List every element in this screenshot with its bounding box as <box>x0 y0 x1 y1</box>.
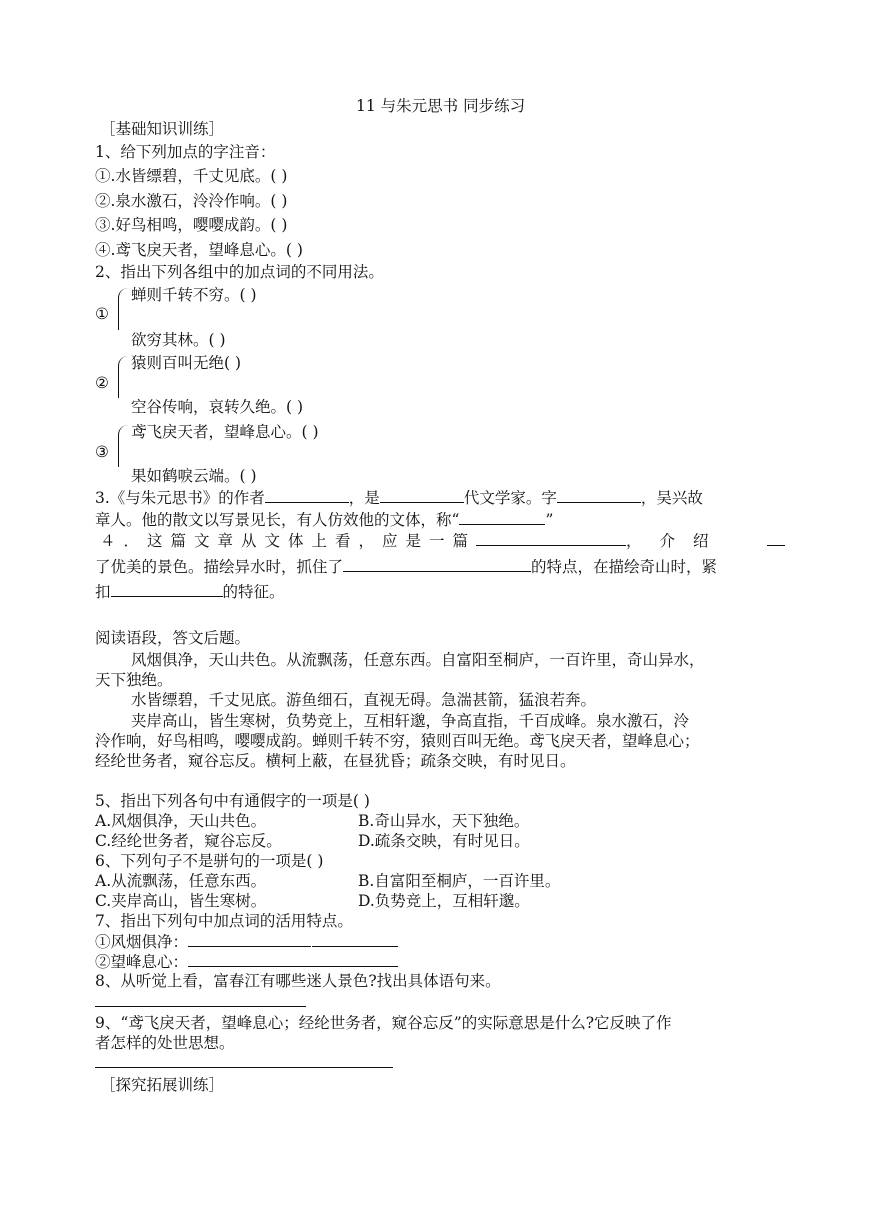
q7-item-1-blank-b[interactable] <box>312 931 398 947</box>
q2-group-3-line-a: 鸢飞戾天者，望峰息心。( ) <box>131 423 319 441</box>
q4-text-2: ，介绍 <box>626 532 727 550</box>
passage-p1-line-1: 风烟俱净，天山共色。从流飘荡，任意东西。自富阳至桐庐，一百许里，奇山异水， <box>131 651 705 669</box>
q7-item-2-label: ②望峰息心： <box>95 953 189 971</box>
q4-line-1 <box>100 530 727 551</box>
q3-blank-dynasty[interactable] <box>380 487 464 503</box>
q8-answer-line[interactable] <box>95 1006 306 1007</box>
q6-stem: 6、下列句子不是骈句的一项是( ) <box>95 852 324 870</box>
q7-item-1-label: ①风烟俱净： <box>95 933 189 951</box>
q2-stem: 2、指出下列各组中的加点词的不同用法。 <box>95 263 384 281</box>
q2-group-2-brace <box>118 356 129 398</box>
q2-group-3-mark: ③ <box>95 443 109 461</box>
q3-text-2: ，是 <box>348 489 380 507</box>
q6-option-a[interactable]: A.从流飘荡，任意东西。 <box>95 872 267 890</box>
section-heading-extend: ［探究拓展训练］ <box>100 1076 225 1094</box>
q3-blank-author[interactable] <box>265 487 349 503</box>
q5-option-b[interactable]: B.奇山异水，天下独绝。 <box>358 812 530 830</box>
q4-text-4: 的特点，在描绘奇山时，紧 <box>531 558 718 576</box>
q5-option-a[interactable]: A.风烟俱净，天山共色。 <box>95 812 267 830</box>
q1-item-1: ①.水皆缥碧，千丈见底。( ) <box>95 167 288 185</box>
q5-option-c[interactable]: C.经纶世务者，窥谷忘反。 <box>95 832 282 850</box>
q9-line-1: 9、“鸢飞戾天者，望峰息心；经纶世务者，窥谷忘反”的实际意思是什么?它反映了作 <box>95 1014 672 1032</box>
q4-line-3 <box>95 581 285 602</box>
q2-group-1-line-b: 欲穷其林。( ) <box>131 331 226 349</box>
q4-text-5: 扣 <box>95 583 111 601</box>
q5-stem: 5、指出下列各句中有通假字的一项是( ) <box>95 792 370 810</box>
q2-group-2-mark: ② <box>95 374 109 392</box>
q3-blank-style[interactable] <box>459 509 545 525</box>
q4-text-6: 的特征。 <box>222 583 285 601</box>
q6-option-c[interactable]: C.夹岸高山，皆生寒树。 <box>95 892 267 910</box>
q3-line-2 <box>95 509 553 530</box>
passage-p2: 水皆缥碧，千丈见底。游鱼细石，直视无碍。急湍甚箭，猛浪若奔。 <box>131 691 597 709</box>
passage-p3-line-2: 泠作响，好鸟相鸣，嘤嘤成韵。蝉则千转不穷，猿则百叫无绝。鸢飞戾天者，望峰息心； <box>95 732 700 750</box>
q4-blank-water[interactable] <box>343 556 531 572</box>
q7-stem: 7、指出下列句中加点词的活用特点。 <box>95 912 353 930</box>
q1-item-2: ②.泉水激石，泠泠作响。( ) <box>95 192 288 210</box>
q1-stem: 1、给下列加点的字注音： <box>95 143 276 161</box>
page-title: 11 与朱元思书 同步练习 <box>356 97 526 115</box>
q2-group-1-brace <box>118 288 129 330</box>
q3-text-6: ” <box>545 511 554 529</box>
section-heading-basic: ［基础知识训练］ <box>100 120 225 138</box>
q2-group-1-mark: ① <box>95 305 109 323</box>
q3-blank-courtesy-name[interactable] <box>557 487 641 503</box>
q7-item-2-blank[interactable] <box>188 951 398 967</box>
q4-blank-tail <box>767 545 785 546</box>
q1-item-4: ④.鸢飞戾天者，望峰息心。( ) <box>95 241 303 259</box>
q4-line-2 <box>95 556 717 577</box>
passage-p3-line-1: 夹岸高山，皆生寒树，负势竞上，互相轩邈，争高直指，千百成峰。泉水激石，泠 <box>131 712 690 730</box>
q3-line-1 <box>95 487 703 508</box>
q7-item-2 <box>95 951 398 972</box>
q2-group-3-brace <box>118 425 129 467</box>
reading-intro: 阅读语段，答文后题。 <box>95 629 251 647</box>
q2-group-3-line-b: 果如鹤唳云端。( ) <box>131 467 257 485</box>
q5-option-d[interactable]: D.疏条交映，有时见日。 <box>358 832 530 850</box>
passage-p1-line-2: 天下独绝。 <box>95 671 173 689</box>
q4-text-1: ４．这篇文章从文体上看，应是一篇 <box>100 532 477 550</box>
q3-text-1: 3.《与朱元思书》的作者 <box>95 489 265 507</box>
q7-item-1-blank-a[interactable] <box>188 931 311 947</box>
q2-group-2-line-a: 猿则百叫无绝( ) <box>131 354 242 372</box>
q3-text-4: ，吴兴故 <box>640 489 703 507</box>
q3-text-3: 代文学家。字 <box>463 489 557 507</box>
q4-blank-mountain[interactable] <box>111 581 223 597</box>
q4-blank-genre[interactable] <box>476 530 626 546</box>
q2-group-1-line-a: 蝉则千转不穷。( ) <box>131 286 257 304</box>
q3-text-5: 章人。他的散文以写景见长，有人仿效他的文体，称“ <box>95 511 460 529</box>
q8-stem: 8、从听觉上看，富春江有哪些迷人景色?找出具体语句来。 <box>95 972 501 990</box>
q6-option-b[interactable]: B.自富阳至桐庐，一百许里。 <box>358 872 561 890</box>
q4-text-3: 了优美的景色。描绘异水时，抓住了 <box>95 558 344 576</box>
passage-p3-line-3: 经纶世务者，窥谷忘反。横柯上蔽，在昼犹昏；疏条交映，有时见日。 <box>95 752 576 770</box>
q9-answer-line[interactable] <box>95 1067 393 1068</box>
q1-item-3: ③.好鸟相鸣，嘤嘤成韵。( ) <box>95 216 288 234</box>
q7-item-1 <box>95 931 398 952</box>
q2-group-2-line-b: 空谷传响，哀转久绝。( ) <box>131 398 304 416</box>
q9-line-2: 者怎样的处世思想。 <box>95 1034 235 1052</box>
q6-option-d[interactable]: D.负势竞上，互相轩邈。 <box>358 892 530 910</box>
